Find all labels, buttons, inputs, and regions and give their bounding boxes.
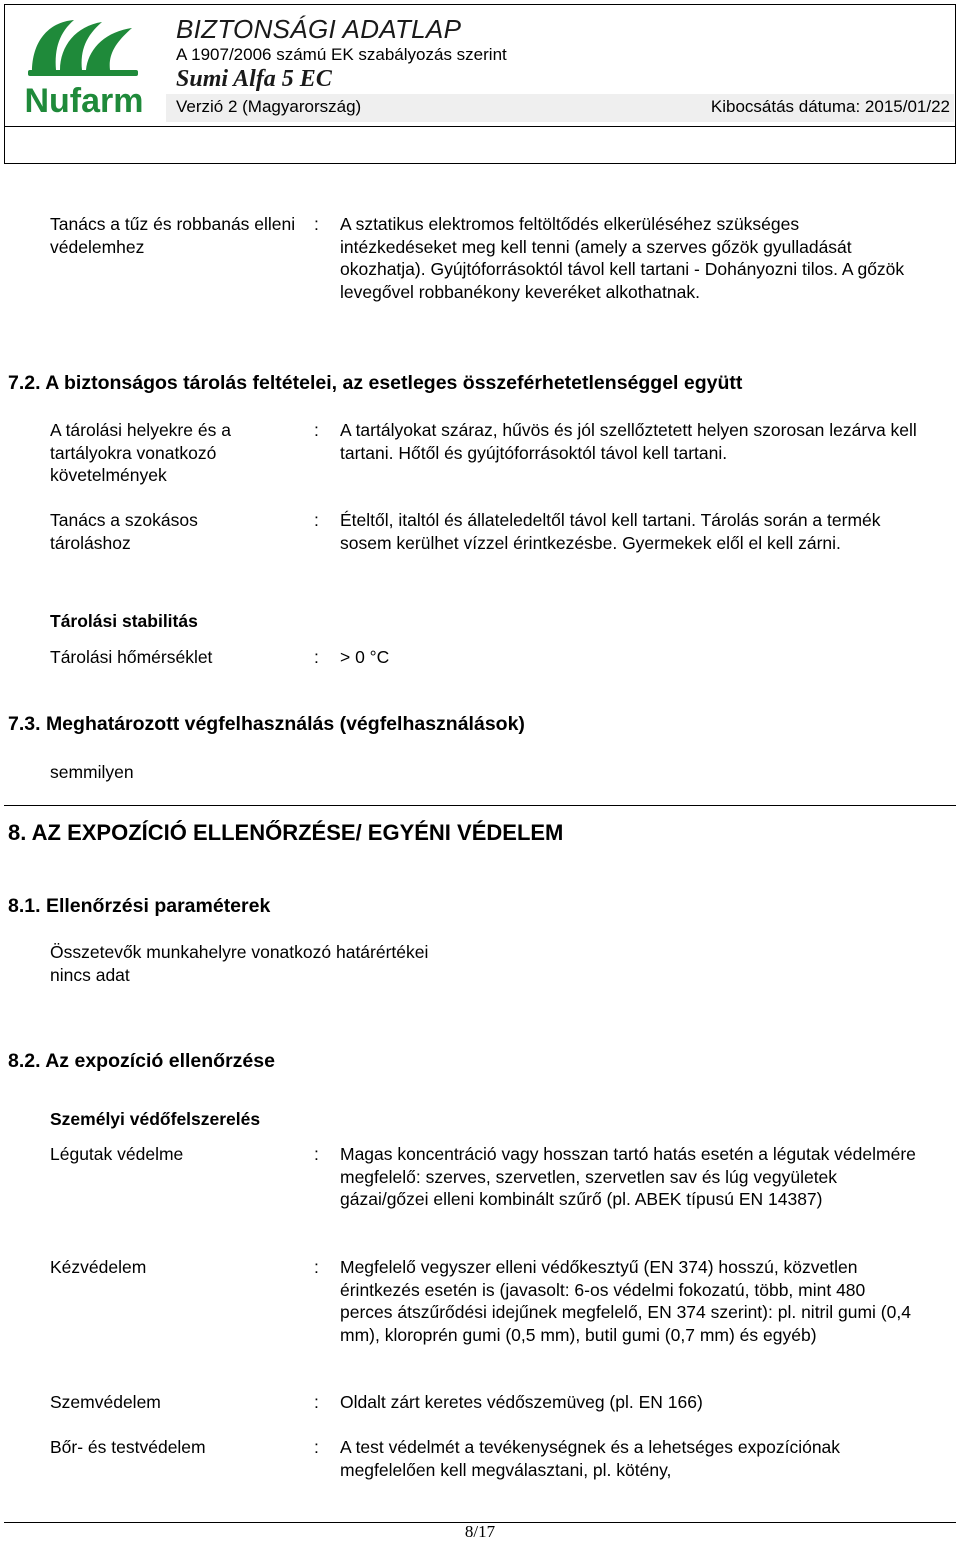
skin-body-protection-label: Bőr- és testvédelem	[50, 1437, 206, 1457]
respiratory-protection-label: Légutak védelme	[50, 1144, 184, 1164]
issue-date: Kibocsátás dátuma: 2015/01/22	[710, 97, 950, 116]
storage-requirements-label: A tárolási helyekre és a tartályokra vonatkozó követelmények	[50, 420, 231, 485]
skin-body-protection-value: A test védelmét a tevékenységnek és a lehetséges expozíciónak megfelelően kell megválasztani, pl. kötény,	[340, 1437, 841, 1480]
respiratory-protection-value: Magas koncentráció vagy hosszan tartó hatás esetén a légutak védelmére megfelelő: szerves, szervetlen, szervetlen sav és lúg vegyületek gázai/gőzei elleni kombinált szűrő (pl. ABEK típusú EN 14387)	[340, 1144, 916, 1209]
storage-temperature-value: > 0 °C	[340, 647, 390, 667]
hand-protection-colon: :	[314, 1257, 319, 1277]
exposure-limits-no-data: nincs adat	[50, 965, 130, 985]
fire-protection-label: Tanács a tűz és robbanás elleni védelemhez	[50, 214, 296, 257]
section-7-3-title: 7.3. Meghatározott végfelhasználás (végfelhasználások)	[8, 713, 525, 735]
common-storage-label: Tanács a szokásos tároláshoz	[50, 510, 198, 553]
section-8-divider	[4, 805, 956, 806]
respiratory-protection-colon: :	[314, 1144, 319, 1164]
eye-protection-colon: :	[314, 1392, 319, 1412]
hand-protection-value: Megfelelő vegyszer elleni védőkesztyű (EN 374) hosszú, közvetlen érintkezés esetén is (javasolt: 6-os védelmi fokozatú, több, mint 480 perces átszűrődési idejűnek megfelelő, EN 374 szerint): pl. nitril gumi (0,4 mm), kloroprén gumi (0,5 mm), butil gumi (0,7 mm) és egyéb)	[340, 1257, 911, 1345]
section-8-title: 8. AZ EXPOZÍCIÓ ELLENŐRZÉSE/ EGYÉNI VÉDELEM	[8, 820, 564, 845]
section-8-1-title: 8.1. Ellenőrzési paraméterek	[8, 895, 271, 917]
eye-protection-value: Oldalt zárt keretes védőszemüveg (pl. EN 166)	[340, 1392, 703, 1412]
product-name: Sumi Alfa 5 EC	[176, 66, 332, 92]
skin-body-protection-colon: :	[314, 1437, 319, 1457]
section-8-2-title: 8.2. Az expozíció ellenőrzése	[8, 1050, 275, 1072]
ppe-heading: Személyi védőfelszerelés	[50, 1109, 261, 1129]
regulation-line: A 1907/2006 számú EK szabályozás szerint	[176, 45, 507, 64]
logo-wordmark: Nufarm	[24, 82, 144, 120]
fire-protection-value: A sztatikus elektromos feltöltődés elkerüléséhez szükséges intézkedéseket meg kell tenni (amely a szerves gőzök gyulladását okozhatja). Gyújtóforrásoktól távol kell tartani - Dohányozni tilos. A gőzök levegővel robbanékony keveréket alkothatnak.	[340, 214, 905, 302]
nufarm-logo	[14, 12, 154, 124]
page-number: 8/17	[464, 1522, 496, 1541]
section-7-2-title: 7.2. A biztonságos tárolás feltételei, az esetleges összeférhetetlenséggel együtt	[8, 372, 743, 394]
storage-stability-heading: Tárolási stabilitás	[50, 611, 198, 631]
common-storage-colon: :	[314, 510, 319, 530]
exposure-limits-line: Összetevők munkahelyre vonatkozó határértékei	[50, 942, 429, 962]
storage-requirements-colon: :	[314, 420, 319, 440]
end-use-value: semmilyen	[50, 762, 134, 782]
storage-temperature-label: Tárolási hőmérséklet	[50, 647, 213, 667]
common-storage-value: Ételtől, italtól és állateledeltől távol kell tartani. Tárolás során a termék sosem kerülhet vízzel érintkezésbe. Gyermekek elől el kell zárni.	[340, 510, 881, 553]
fire-protection-colon: :	[314, 214, 319, 234]
version-label: Verzió 2 (Magyarország)	[176, 97, 362, 116]
header-divider	[4, 126, 956, 127]
hand-protection-label: Kézvédelem	[50, 1257, 147, 1277]
eye-protection-label: Szemvédelem	[50, 1392, 161, 1412]
storage-requirements-value: A tartályokat száraz, hűvös és jól szellőztetett helyen szorosan lezárva kell tartani. Hőtől és gyújtóforrásoktól távol kell tartani.	[340, 420, 917, 463]
storage-temperature-colon: :	[314, 647, 319, 667]
document-title: BIZTONSÁGI ADATLAP	[176, 14, 462, 44]
